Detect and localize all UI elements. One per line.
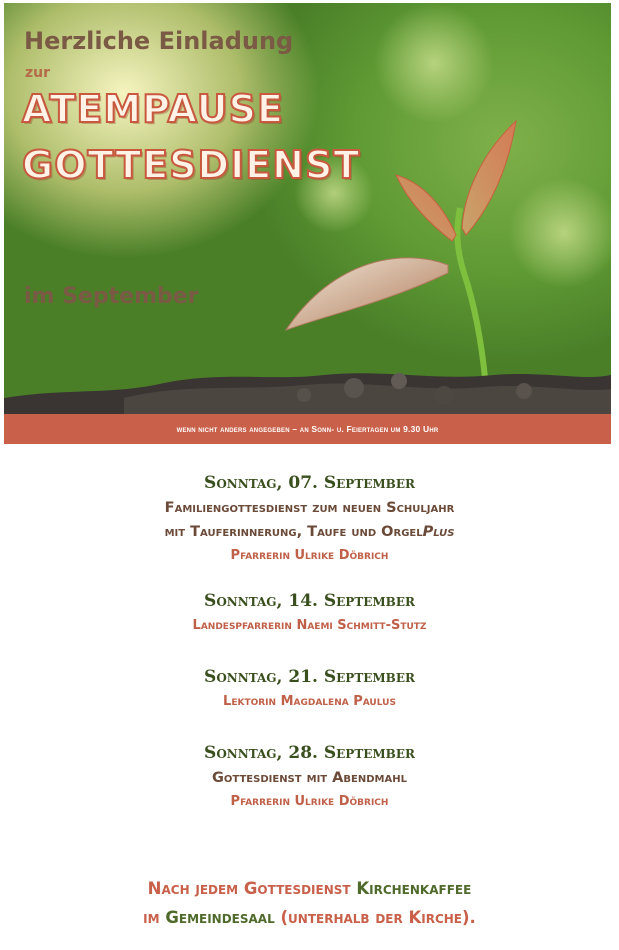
event-officiant: Pfarrerin Ulrike Döbrich [230, 548, 389, 563]
footer-line-2: im Gemeindesaal (unterhalb der Kirche). [143, 908, 476, 927]
event-officiant: Lektorin Magdalena Paulus [223, 694, 396, 709]
event-date: Sonntag, 07. September [204, 473, 415, 493]
hero-image [4, 3, 611, 414]
event-description: Gottesdienst mit Abendmahl [212, 770, 407, 786]
invitation-subheading: zur [25, 65, 51, 81]
event-description: Familiengottesdienst zum neuen Schuljahr [164, 500, 455, 516]
footer-note [0, 874, 619, 932]
time-banner [4, 414, 611, 444]
event-description: mit Tauferinnerung, Taufe und OrgelPlus [164, 524, 455, 540]
time-banner-text: wenn nicht anders angegeben – an Sonn- u. Feiertagen um 9.30 Uhr [176, 424, 439, 434]
event-date: Sonntag, 21. September [204, 667, 415, 687]
event-item [0, 470, 619, 568]
event-item [0, 740, 619, 814]
event-date: Sonntag, 14. September [204, 591, 415, 611]
event-officiant: Landespfarrerin Naemi Schmitt-Stutz [192, 618, 427, 633]
footer-line-1: Nach jedem Gottesdienst Kirchenkaffee [147, 879, 472, 898]
event-item [0, 664, 619, 714]
month-label: im September [24, 284, 199, 309]
event-date: Sonntag, 28. September [204, 743, 415, 763]
event-item [0, 588, 619, 638]
title-atempause: ATEMPAUSE [22, 87, 284, 131]
invitation-heading: Herzliche Einladung [24, 27, 294, 55]
title-gottesdienst: GOTTESDIENST [22, 143, 361, 187]
event-schedule [0, 470, 619, 814]
orgel-plus-italic: Plus [422, 524, 455, 540]
event-officiant: Pfarrerin Ulrike Döbrich [230, 794, 389, 809]
